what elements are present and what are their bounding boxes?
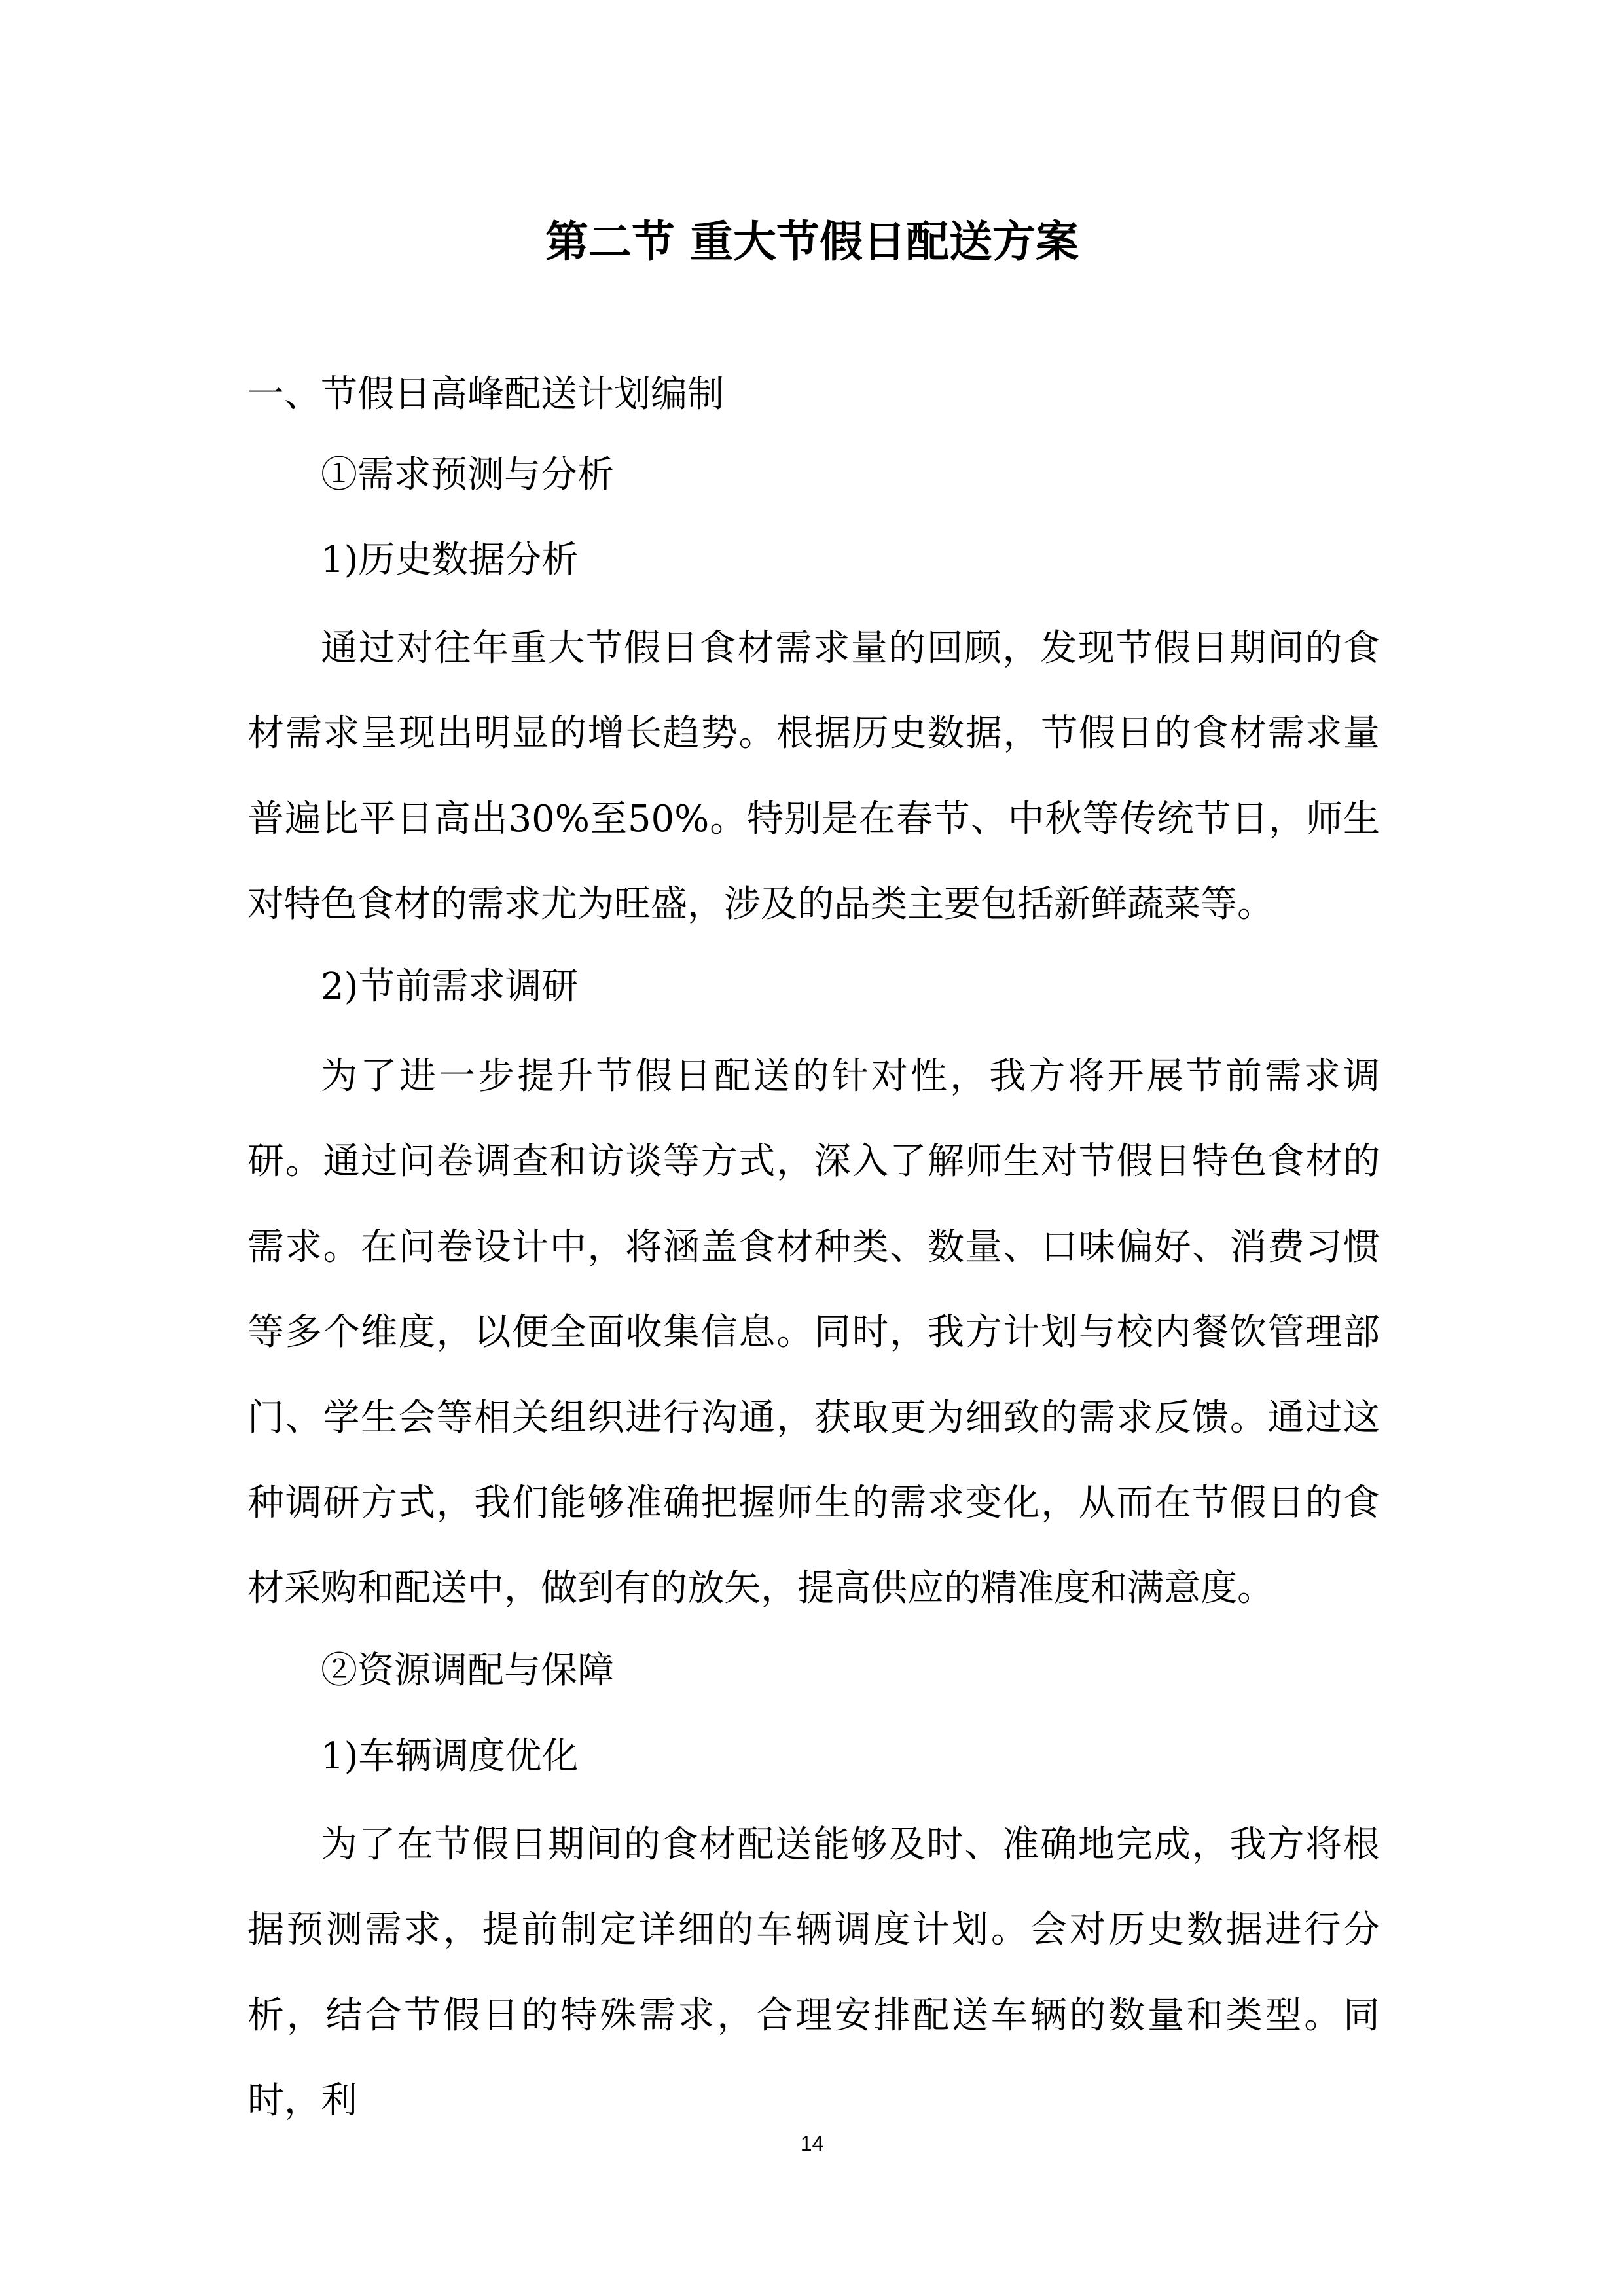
subsection-heading-demand: ①需求预测与分析 [321, 454, 614, 496]
paragraph-history: 通过对往年重大节假日食材需求量的回顾，发现节假日期间的食材需求呈现出明显的增长趋势。根据历史数据，节假日的食材需求量普遍比平日高出30%至50%。特别是在春节、中秋等传统节日，师生对特色食材的需求尤为旺盛，涉及的品类主要包括新鲜蔬菜等。 [247, 627, 1380, 926]
item-heading-survey: 2)节前需求调研 [321, 965, 579, 1008]
item-heading-vehicles: 1)车辆调度优化 [321, 1735, 579, 1778]
page-number: 14 [800, 2132, 824, 2155]
paragraph-survey: 为了进一步提升节假日配送的针对性，我方将开展节前需求调研。通过问卷调查和访谈等方式，深入了解师生对节假日特色食材的需求。在问卷设计中，将涵盖食材种类、数量、口味偏好、消费习惯等多个维度，以便全面收集信息。同时，我方计划与校内餐饮管理部门、学生会等相关组织进行沟通，获取更为细致的需求反馈。通过这种调研方式，我们能够准确把握师生的需求变化，从而在节假日的食材采购和配送中，做到有的放矢，提高供应的精准度和满意度。 [247, 1055, 1380, 1610]
section-heading: 一、节假日高峰配送计划编制 [247, 373, 724, 416]
paragraph-vehicles: 为了在节假日期间的食材配送能够及时、准确地完成，我方将根据预测需求，提前制定详细的车辆调度计划。会对历史数据进行分析，结合节假日的特殊需求，合理安排配送车辆的数量和类型。同时，利 [247, 1823, 1380, 2123]
item-heading-history: 1)历史数据分析 [321, 539, 579, 581]
section-title: 第二节 重大节假日配送方案 [545, 217, 1079, 267]
subsection-heading-resources: ②资源调配与保障 [321, 1649, 614, 1692]
